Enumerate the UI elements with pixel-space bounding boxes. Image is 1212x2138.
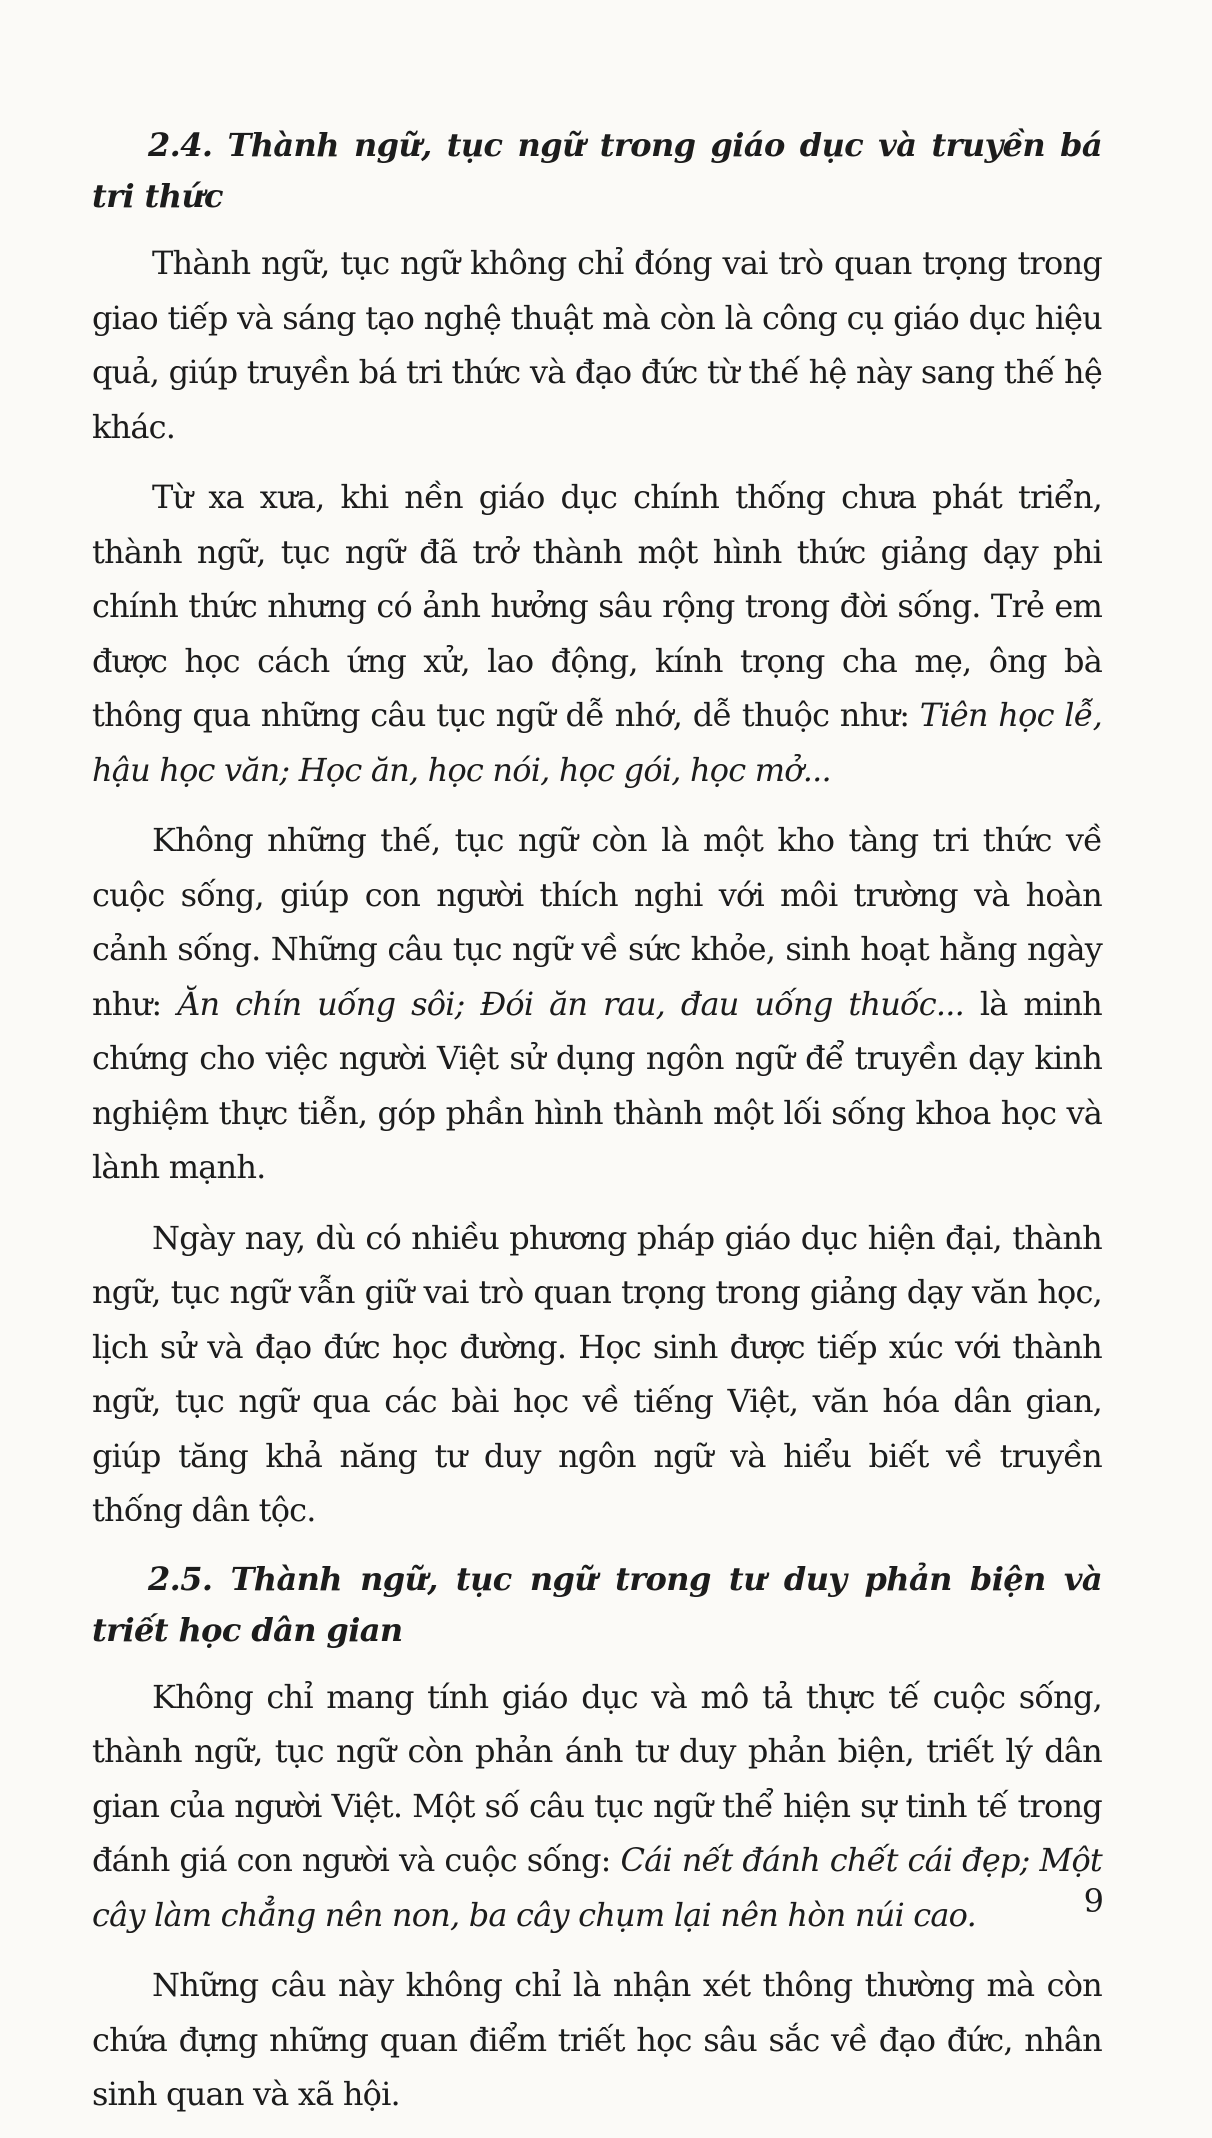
paragraph: Thành ngữ, tục ngữ không chỉ đóng vai trò quan trọng trong giao tiếp và sáng tạo nghệ thuật mà còn là công cụ giáo dục hiệu quả, giúp truyền bá tri thức và đạo đức từ thế hệ này sang thế hệ khác. (92, 244, 1102, 446)
paragraph (92, 1670, 1102, 1943)
page-content (92, 120, 1102, 2138)
paragraph (92, 813, 1102, 1195)
proverb-examples: Ăn chín uống sôi; Đói ăn rau, đau uống thuốc... (177, 984, 965, 1023)
paragraph: Ngày nay, dù có nhiều phương pháp giáo dục hiện đại, thành ngữ, tục ngữ vẫn giữ vai trò quan trọng trong giảng dạy văn học, lịch sử và đạo đức học đường. Học sinh được tiếp xúc với thành ngữ, tục ngữ qua các bài học về tiếng Việt, văn hóa dân gian, giúp tăng khả năng tư duy ngôn ngữ và hiểu biết về truyền thống dân tộc. (92, 1218, 1102, 1529)
proverb-examples: Tiên học lễ, hậu học văn; Học ăn, học nói, học gói, học mở... (92, 696, 1102, 789)
paragraph-text: Không những thế, tục ngữ còn là một kho tàng tri thức về cuộc sống, giúp con người thích nghi với môi trường và hoàn cảnh sống. Những câu tục ngữ về sức khỏe, sinh hoạt hằng ngày như: (92, 821, 1102, 1023)
page-number: 9 (1083, 1882, 1104, 1920)
paragraph (92, 470, 1102, 797)
paragraph: Những câu này không chỉ là nhận xét thông thường mà còn chứa đựng những quan điểm triết học sâu sắc về đạo đức, nhân sinh quan và xã hội. (92, 1966, 1102, 2113)
paragraph-text: Từ xa xưa, khi nền giáo dục chính thống chưa phát triển, thành ngữ, tục ngữ đã trở thành một hình thức giảng dạy phi chính thức nhưng có ảnh hưởng sâu rộng trong đời sống. Trẻ em được học cách ứng xử, lao động, kính trọng cha mẹ, ông bà thông qua những câu tục ngữ dễ nhớ, dễ thuộc như: (92, 478, 1102, 734)
proverb-examples: Cái nết đánh chết cái đẹp; Một cây làm chẳng nên non, ba cây chụm lại nên hòn núi cao. (92, 1841, 1102, 1934)
paragraph-text: là minh chứng cho việc người Việt sử dụng ngôn ngữ để truyền dạy kinh nghiệm thực tiễn, góp phần hình thành một lối sống khoa học và lành mạnh. (92, 984, 1102, 1186)
paragraph-text: Không chỉ mang tính giáo dục và mô tả thực tế cuộc sống, thành ngữ, tục ngữ còn phản ánh tư duy phản biện, triết lý dân gian của người Việt. Một số câu tục ngữ thể hiện sự tinh tế trong đánh giá con người và cuộc sống: (92, 1677, 1102, 1879)
section-heading-2-4: 2.4. Thành ngữ, tục ngữ trong giáo dục và truyền bá tri thức (92, 126, 1102, 215)
section-heading-2-5: 2.5. Thành ngữ, tục ngữ trong tư duy phản biện và triết học dân gian (92, 1559, 1102, 1649)
